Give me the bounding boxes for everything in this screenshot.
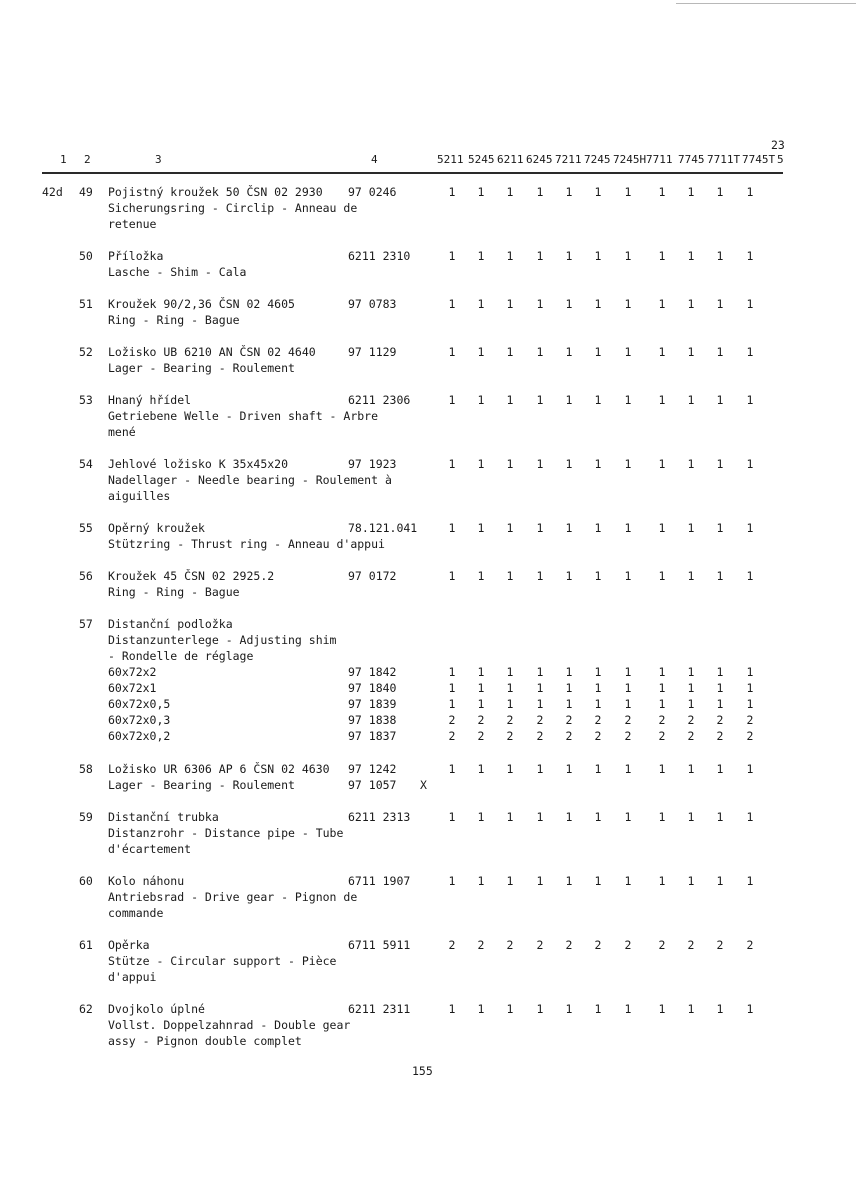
part-number: 97 1923 [348,457,397,471]
quantity-cell: 1 [658,697,666,711]
quantity-cell: 1 [536,185,544,199]
quantity-cell: 1 [594,569,602,583]
quantity-cell: 1 [746,874,754,888]
variant-part-number: 97 1838 [348,713,397,727]
quantity-cell: 1 [448,393,456,407]
variant-part-number: 97 1840 [348,681,397,695]
variant-size: 60x72x0,2 [108,729,171,743]
quantity-cell: 1 [536,345,544,359]
quantity-cell: 2 [565,713,573,727]
variant-size: 60x72x0,3 [108,713,171,727]
description-line: Lasche - Shim - Cala [108,265,247,279]
quantity-cell: 1 [536,393,544,407]
quantity-cell: 1 [687,874,695,888]
quantity-cell: 1 [594,521,602,535]
quantity-cell: 2 [687,938,695,952]
quantity-cell: 1 [565,697,573,711]
quantity-cell: 1 [687,810,695,824]
description-line: Ložisko UR 6306 AP 6 ČSN 02 4630 [108,762,330,776]
quantity-cell: 1 [448,569,456,583]
quantity-cell: 1 [477,681,485,695]
quantity-cell: 2 [594,713,602,727]
quantity-cell: 1 [506,521,514,535]
header-rule [42,172,783,174]
quantity-cell: 1 [716,874,724,888]
quantity-cell: 1 [506,762,514,776]
variant-part-number: 97 1839 [348,697,397,711]
quantity-cell: 1 [506,1002,514,1016]
part-number-alt: 97 1057 [348,778,397,792]
quantity-cell: 1 [687,697,695,711]
quantity-cell: 1 [594,249,602,263]
header-model-7745t: 7745T [742,153,776,166]
description-line: Dvojkolo úplné [108,1002,205,1016]
quantity-cell: 1 [565,297,573,311]
quantity-cell: 1 [746,249,754,263]
quantity-cell: 2 [565,938,573,952]
quantity-cell: 1 [746,762,754,776]
variant-part-number: 97 1837 [348,729,397,743]
quantity-cell: 1 [746,569,754,583]
quantity-cell: 1 [746,697,754,711]
description-line: Lager - Bearing - Roulement [108,361,295,375]
quantity-cell: 1 [448,1002,456,1016]
header-col-3: 3 [155,153,162,166]
quantity-cell: 1 [687,457,695,471]
quantity-cell: 2 [624,713,632,727]
quantity-cell: 1 [536,681,544,695]
quantity-cell: 1 [506,345,514,359]
quantity-cell: 2 [687,729,695,743]
quantity-cell: 1 [624,1002,632,1016]
header-model-7245: 7245 [584,153,611,166]
description-line: Distanzunterlege - Adjusting shim [108,633,337,647]
quantity-cell: 1 [687,665,695,679]
quantity-cell: 1 [594,874,602,888]
quantity-cell: 1 [716,569,724,583]
quantity-cell: 2 [448,729,456,743]
description-line: commande [108,906,164,920]
quantity-cell: 1 [448,521,456,535]
quantity-cell: 1 [536,521,544,535]
quantity-cell: 1 [477,521,485,535]
header-model-6245: 6245 [526,153,553,166]
quantity-cell: 1 [594,697,602,711]
top-edge-rule [676,3,856,4]
alternate-mark: X [420,778,427,792]
quantity-cell: 1 [565,185,573,199]
quantity-cell: 2 [536,938,544,952]
position-number: 51 [79,297,93,311]
description-line: Lager - Bearing - Roulement [108,778,295,792]
quantity-cell: 2 [687,713,695,727]
variant-size: 60x72x1 [108,681,157,695]
quantity-cell: 1 [716,185,724,199]
quantity-cell: 1 [565,457,573,471]
quantity-cell: 1 [448,681,456,695]
header-model-7711t: 7711T [707,153,741,166]
quantity-cell: 1 [536,762,544,776]
description-line: Vollst. Doppelzahnrad - Double gear [108,1018,351,1032]
quantity-cell: 1 [477,569,485,583]
quantity-cell: 1 [687,185,695,199]
quantity-cell: 1 [594,457,602,471]
quantity-cell: 1 [448,345,456,359]
quantity-cell: 2 [477,938,485,952]
quantity-cell: 1 [624,697,632,711]
quantity-cell: 1 [448,297,456,311]
description-line: Ring - Ring - Bague [108,313,240,327]
group-number: 42d [42,185,63,199]
quantity-cell: 1 [448,762,456,776]
quantity-cell: 1 [716,297,724,311]
quantity-cell: 1 [536,810,544,824]
quantity-cell: 1 [624,569,632,583]
quantity-cell: 1 [594,762,602,776]
quantity-cell: 2 [746,713,754,727]
quantity-cell: 2 [536,729,544,743]
quantity-cell: 2 [746,938,754,952]
quantity-cell: 1 [536,665,544,679]
quantity-cell: 1 [658,297,666,311]
quantity-cell: 1 [746,345,754,359]
quantity-cell: 1 [624,393,632,407]
quantity-cell: 1 [687,249,695,263]
quantity-cell: 1 [716,665,724,679]
part-number: 6211 2306 [348,393,411,407]
quantity-cell: 1 [506,185,514,199]
position-number: 50 [79,249,93,263]
part-number: 78.121.041 [348,521,418,535]
quantity-cell: 1 [658,249,666,263]
quantity-cell: 2 [716,938,724,952]
quantity-cell: 2 [477,729,485,743]
quantity-cell: 1 [565,681,573,695]
quantity-cell: 2 [506,713,514,727]
quantity-cell: 1 [687,681,695,695]
quantity-cell: 2 [506,729,514,743]
quantity-cell: 1 [477,697,485,711]
position-number: 53 [79,393,93,407]
description-line: Stütze - Circular support - Pièce [108,954,337,968]
quantity-cell: 1 [565,1002,573,1016]
description-line: Opěrný kroužek [108,521,205,535]
header-model-6211: 6211 [497,153,524,166]
quantity-cell: 1 [624,681,632,695]
quantity-cell: 1 [594,810,602,824]
quantity-cell: 1 [565,762,573,776]
quantity-cell: 1 [506,665,514,679]
description-line: Jehlové ložisko K 35x45x20 [108,457,289,471]
quantity-cell: 1 [477,185,485,199]
quantity-cell: 1 [506,810,514,824]
quantity-cell: 1 [716,521,724,535]
quantity-cell: 1 [448,874,456,888]
quantity-cell: 1 [506,393,514,407]
quantity-cell: 1 [477,393,485,407]
quantity-cell: 1 [746,810,754,824]
header-col-1: 1 [60,153,67,166]
quantity-cell: 1 [536,1002,544,1016]
quantity-cell: 1 [536,569,544,583]
position-number: 60 [79,874,93,888]
quantity-cell: 1 [594,393,602,407]
description-line: Distanzrohr - Distance pipe - Tube [108,826,344,840]
quantity-cell: 1 [716,810,724,824]
quantity-cell: 1 [687,1002,695,1016]
description-line: Distanční podložka [108,617,233,631]
description-line: - Rondelle de réglage [108,649,254,663]
quantity-cell: 1 [506,697,514,711]
position-number: 61 [79,938,93,952]
description-line: Kroužek 90/2,36 ČSN 02 4605 [108,297,295,311]
part-number: 6211 2313 [348,810,411,824]
description-line: assy - Pignon double complet [108,1034,302,1048]
header-model-5245: 5245 [468,153,495,166]
quantity-cell: 1 [746,1002,754,1016]
description-line: Getriebene Welle - Driven shaft - Arbre [108,409,379,423]
quantity-cell: 1 [716,681,724,695]
quantity-cell: 1 [448,810,456,824]
quantity-cell: 1 [624,762,632,776]
header-col-4: 4 [371,153,378,166]
quantity-cell: 1 [658,1002,666,1016]
quantity-cell: 1 [658,665,666,679]
description-line: d'appui [108,970,157,984]
description-line: Ring - Ring - Bague [108,585,240,599]
part-number: 97 0172 [348,569,397,583]
quantity-cell: 1 [565,665,573,679]
quantity-cell: 1 [565,249,573,263]
quantity-cell: 1 [477,874,485,888]
quantity-cell: 1 [658,874,666,888]
quantity-cell: 2 [658,938,666,952]
quantity-cell: 1 [477,297,485,311]
quantity-cell: 1 [477,810,485,824]
quantity-cell: 1 [594,1002,602,1016]
quantity-cell: 1 [594,681,602,695]
quantity-cell: 1 [624,297,632,311]
quantity-cell: 1 [565,393,573,407]
quantity-cell: 2 [624,938,632,952]
quantity-cell: 1 [477,249,485,263]
position-number: 62 [79,1002,93,1016]
description-line: d'écartement [108,842,192,856]
quantity-cell: 1 [658,345,666,359]
quantity-cell: 1 [565,569,573,583]
quantity-cell: 1 [746,521,754,535]
quantity-cell: 1 [746,393,754,407]
description-line: Kolo náhonu [108,874,185,888]
quantity-cell: 2 [477,713,485,727]
quantity-cell: 1 [624,665,632,679]
quantity-cell: 1 [687,569,695,583]
quantity-cell: 1 [716,345,724,359]
position-number: 54 [79,457,93,471]
quantity-cell: 1 [687,521,695,535]
quantity-cell: 1 [716,457,724,471]
position-number: 59 [79,810,93,824]
quantity-cell: 1 [477,345,485,359]
description-line: mené [108,425,136,439]
quantity-cell: 2 [448,938,456,952]
quantity-cell: 1 [594,185,602,199]
quantity-cell: 1 [565,874,573,888]
quantity-cell: 1 [565,345,573,359]
description-line: Ložisko UB 6210 AN ČSN 02 4640 [108,345,316,359]
description-line: Příložka [108,249,164,263]
position-number: 58 [79,762,93,776]
quantity-cell: 1 [477,1002,485,1016]
quantity-cell: 1 [448,249,456,263]
quantity-cell: 1 [565,810,573,824]
position-number: 57 [79,617,93,631]
position-number: 56 [79,569,93,583]
part-number: 97 1129 [348,345,397,359]
quantity-cell: 1 [448,697,456,711]
part-number: 97 1242 [348,762,397,776]
quantity-cell: 1 [716,249,724,263]
quantity-cell: 1 [594,345,602,359]
description-line: Pojistný kroužek 50 ČSN 02 2930 [108,185,323,199]
quantity-cell: 1 [506,569,514,583]
quantity-cell: 1 [687,393,695,407]
quantity-cell: 2 [658,713,666,727]
quantity-cell: 2 [716,729,724,743]
position-number: 49 [79,185,93,199]
quantity-cell: 1 [448,665,456,679]
quantity-cell: 1 [506,681,514,695]
header-model-7711: 7711 [646,153,673,166]
quantity-cell: 1 [624,345,632,359]
quantity-cell: 1 [716,697,724,711]
quantity-cell: 2 [448,713,456,727]
quantity-cell: 2 [658,729,666,743]
quantity-cell: 1 [624,874,632,888]
quantity-cell: 1 [746,457,754,471]
column-group-number: 23 [771,138,785,152]
description-line: Sicherungsring - Circlip - Anneau de [108,201,358,215]
quantity-cell: 1 [506,249,514,263]
quantity-cell: 1 [594,665,602,679]
quantity-cell: 1 [565,521,573,535]
quantity-cell: 1 [536,457,544,471]
quantity-cell: 1 [506,874,514,888]
header-col-5: 5 [777,153,784,166]
part-number: 6211 2311 [348,1002,411,1016]
header-model-7745: 7745 [678,153,705,166]
quantity-cell: 1 [624,457,632,471]
quantity-cell: 1 [477,762,485,776]
quantity-cell: 1 [716,762,724,776]
quantity-cell: 1 [594,297,602,311]
quantity-cell: 2 [716,713,724,727]
description-line: retenue [108,217,157,231]
quantity-cell: 1 [746,665,754,679]
quantity-cell: 1 [536,249,544,263]
quantity-cell: 2 [624,729,632,743]
quantity-cell: 1 [746,185,754,199]
quantity-cell: 2 [536,713,544,727]
description-line: Kroužek 45 ČSN 02 2925.2 [108,569,275,583]
quantity-cell: 1 [506,297,514,311]
quantity-cell: 1 [658,762,666,776]
quantity-cell: 1 [658,569,666,583]
description-line: Stützring - Thrust ring - Anneau d'appui [108,537,385,551]
description-line: Opěrka [108,938,150,952]
header-model-7211: 7211 [555,153,582,166]
quantity-cell: 1 [716,1002,724,1016]
quantity-cell: 1 [448,185,456,199]
quantity-cell: 2 [746,729,754,743]
description-line: Distanční trubka [108,810,219,824]
quantity-cell: 1 [624,810,632,824]
quantity-cell: 2 [506,938,514,952]
quantity-cell: 2 [565,729,573,743]
quantity-cell: 1 [658,457,666,471]
header-model-7245h: 7245H [613,153,647,166]
quantity-cell: 1 [477,457,485,471]
quantity-cell: 2 [594,938,602,952]
quantity-cell: 1 [687,762,695,776]
quantity-cell: 1 [624,521,632,535]
header-model-5211: 5211 [437,153,464,166]
description-line: aiguilles [108,489,171,503]
position-number: 55 [79,521,93,535]
quantity-cell: 1 [687,297,695,311]
part-number: 6211 2310 [348,249,411,263]
part-number: 6711 1907 [348,874,411,888]
description-line: Hnaný hřídel [108,393,192,407]
header-col-2: 2 [84,153,91,166]
variant-part-number: 97 1842 [348,665,397,679]
part-number: 97 0246 [348,185,397,199]
quantity-cell: 1 [477,665,485,679]
variant-size: 60x72x0,5 [108,697,171,711]
quantity-cell: 1 [658,521,666,535]
quantity-cell: 1 [746,297,754,311]
quantity-cell: 1 [448,457,456,471]
part-number: 6711 5911 [348,938,411,952]
description-line: Nadellager - Needle bearing - Roulement à [108,473,392,487]
description-line: Antriebsrad - Drive gear - Pignon de [108,890,358,904]
quantity-cell: 1 [658,185,666,199]
quantity-cell: 1 [536,874,544,888]
quantity-cell: 2 [594,729,602,743]
quantity-cell: 1 [658,681,666,695]
variant-size: 60x72x2 [108,665,157,679]
quantity-cell: 1 [624,185,632,199]
position-number: 52 [79,345,93,359]
quantity-cell: 1 [746,681,754,695]
quantity-cell: 1 [658,810,666,824]
quantity-cell: 1 [536,697,544,711]
quantity-cell: 1 [716,393,724,407]
page-number: 155 [412,1064,433,1078]
quantity-cell: 1 [506,457,514,471]
quantity-cell: 1 [536,297,544,311]
part-number: 97 0783 [348,297,397,311]
quantity-cell: 1 [658,393,666,407]
quantity-cell: 1 [687,345,695,359]
quantity-cell: 1 [624,249,632,263]
